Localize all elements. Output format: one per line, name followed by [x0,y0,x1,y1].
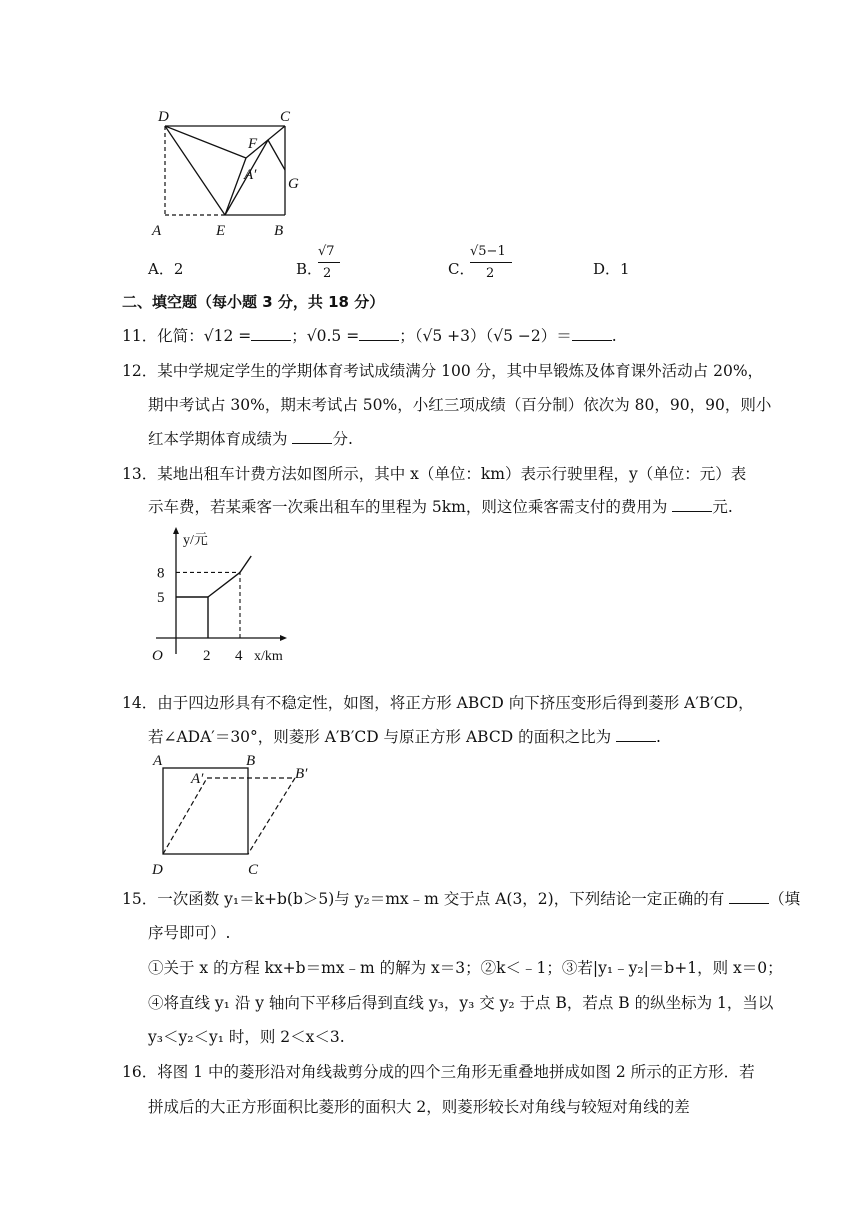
section-heading: 二、填空题（每小题 3 分，共 18 分） [122,293,385,311]
q10-option-c [448,244,528,284]
q15-text-end: （填 [769,890,801,908]
line-FG [268,140,285,170]
y-axis-label: y/元 [183,533,208,548]
q13-text-end: 元. [712,498,733,516]
label-B: B [246,753,256,769]
question-number: 12． [122,362,158,380]
option-value: 1 [620,260,630,278]
question-15-line1 [122,889,800,909]
option-letter: B． [296,260,323,278]
label-D: D [158,109,169,125]
answer-blank[interactable] [572,326,612,341]
label-G: G [288,176,299,192]
label-A1: A′ [191,771,204,787]
answer-blank[interactable] [672,497,712,512]
x-axis-arrow [280,635,287,641]
question-15-line3: ①关于 x 的方程 kx+b＝mx﹣m 的解为 x＝3；②k＜﹣1；③若|y₁﹣y₂|＝b+1，则 x＝0； [148,959,783,977]
question-16-line2: 拼成后的大正方形面积比菱形的面积大 2，则菱形较长对角线与较短对角线的差 [148,1098,690,1116]
question-13-line2 [148,497,733,517]
line-DA1 [163,778,207,854]
label-A: A [153,753,163,769]
q12-text-end: 分. [332,430,353,448]
q10-option-a [148,258,183,279]
answer-blank[interactable] [616,727,656,742]
fraction-bar [470,262,512,263]
question-number: 16． [122,1063,158,1081]
q12-text: 红本学期体育成绩为 [148,430,293,448]
fare-segment-2 [208,572,240,597]
q14-text: 若∠ADA′＝30°，则菱形 A′B′CD 与原正方形 ABCD 的面积之比为 [148,728,616,746]
q11-part-d: . [611,327,617,345]
question-number: 11． [122,327,158,345]
answer-blank[interactable] [729,889,769,904]
question-15-line2: 序号即可）. [148,924,231,942]
question-12-line1 [122,361,763,381]
taxi-fare-chart [140,526,300,672]
x-tick-label: 4 [235,648,243,664]
q16-text: 将图 1 中的菱形沿对角线裁剪分成的四个三角形无重叠地拼成如图 2 所示的正方形．若 [157,1063,755,1081]
option-letter: D． [593,260,621,278]
answer-blank[interactable] [292,429,332,444]
q14-text-end: . [656,728,661,746]
label-F: F [248,136,258,152]
question-11 [122,326,617,346]
fraction-denominator: 2 [323,266,332,281]
answer-blank[interactable] [251,326,291,341]
answer-blank[interactable] [359,326,399,341]
line-B1C [248,778,295,854]
fare-segment-3 [240,556,251,572]
option-letter: C． [448,260,475,278]
label-B: B [274,223,284,239]
label-C: C [248,862,259,878]
q14-figure [140,748,320,880]
label-E: E [216,223,226,239]
q12-text: 某中学规定学生的学期体育考试成绩满分 100 分，其中早锻炼及体育课外活动占 20%， [157,362,764,380]
q15-text: 一次函数 y₁＝k+b(b＞5)与 y₂＝mx﹣m 交于点 A(3，2)，下列结论一定正确的有 [157,890,730,908]
y-axis-arrow [173,527,179,534]
fraction-bar [318,262,340,263]
option-value: 2 [173,260,184,278]
q11-part-b: ；√0.5 = [291,327,360,345]
label-B1: B′ [295,766,308,782]
label-A1: A′ [244,167,257,183]
q11-part-a: 化简：√12 = [157,327,252,345]
origin-label: O [152,648,163,664]
fraction-numerator: √5−1 [470,244,506,259]
question-15-line4: ④将直线 y₁ 沿 y 轴向下平移后得到直线 y₃，y₃ 交 y₂ 于点 B，若点 B 的纵坐标为 1，当以 [148,994,774,1012]
question-14-line1 [122,693,754,713]
y-tick-label: 5 [157,590,165,606]
question-number: 13． [122,465,158,483]
line-EF [225,158,246,215]
question-13-line1 [122,464,746,484]
q11-part-c: ；（√5 +3）（√5 −2）＝ [399,327,572,345]
question-12-line2: 期中考试占 30%，期末考试占 50%，小红三项成绩（百分制）依次为 80，90，90，则小 [148,396,772,414]
line-DA1 [165,126,246,158]
fraction-denominator: 2 [486,266,495,281]
label-A: A [152,223,162,239]
question-number: 14． [122,694,158,712]
option-letter: A． [148,260,174,278]
question-number: 15． [122,890,158,908]
question-15-line5: y₃＜y₂＜y₁ 时，则 2＜x＜3. [148,1028,345,1046]
q13-text: 示车费，若某乘客一次乘出租车的里程为 5km，则这位乘客需支付的费用为 [148,498,673,516]
x-axis-label: x/km [254,649,283,664]
question-16-line1 [122,1062,755,1082]
fraction-numerator: √7 [318,244,335,259]
q10-option-d [593,258,630,279]
label-C: C [280,109,291,125]
q10-option-b [296,244,356,284]
y-tick-label: 8 [157,565,165,582]
q13-text: 某地出租车计费方法如图所示，其中 x（单位：km）表示行驶里程，y（单位：元）表 [157,465,747,483]
q10-figure [148,104,308,239]
x-tick-label: 2 [203,648,211,664]
question-14-line2 [148,727,661,747]
label-D: D [152,862,163,878]
line-DE [165,126,225,215]
q14-text: 由于四边形具有不稳定性，如图，将正方形 ABCD 向下挤压变形后得到菱形 A′B′CD， [157,694,754,712]
question-12-line3 [148,429,353,449]
